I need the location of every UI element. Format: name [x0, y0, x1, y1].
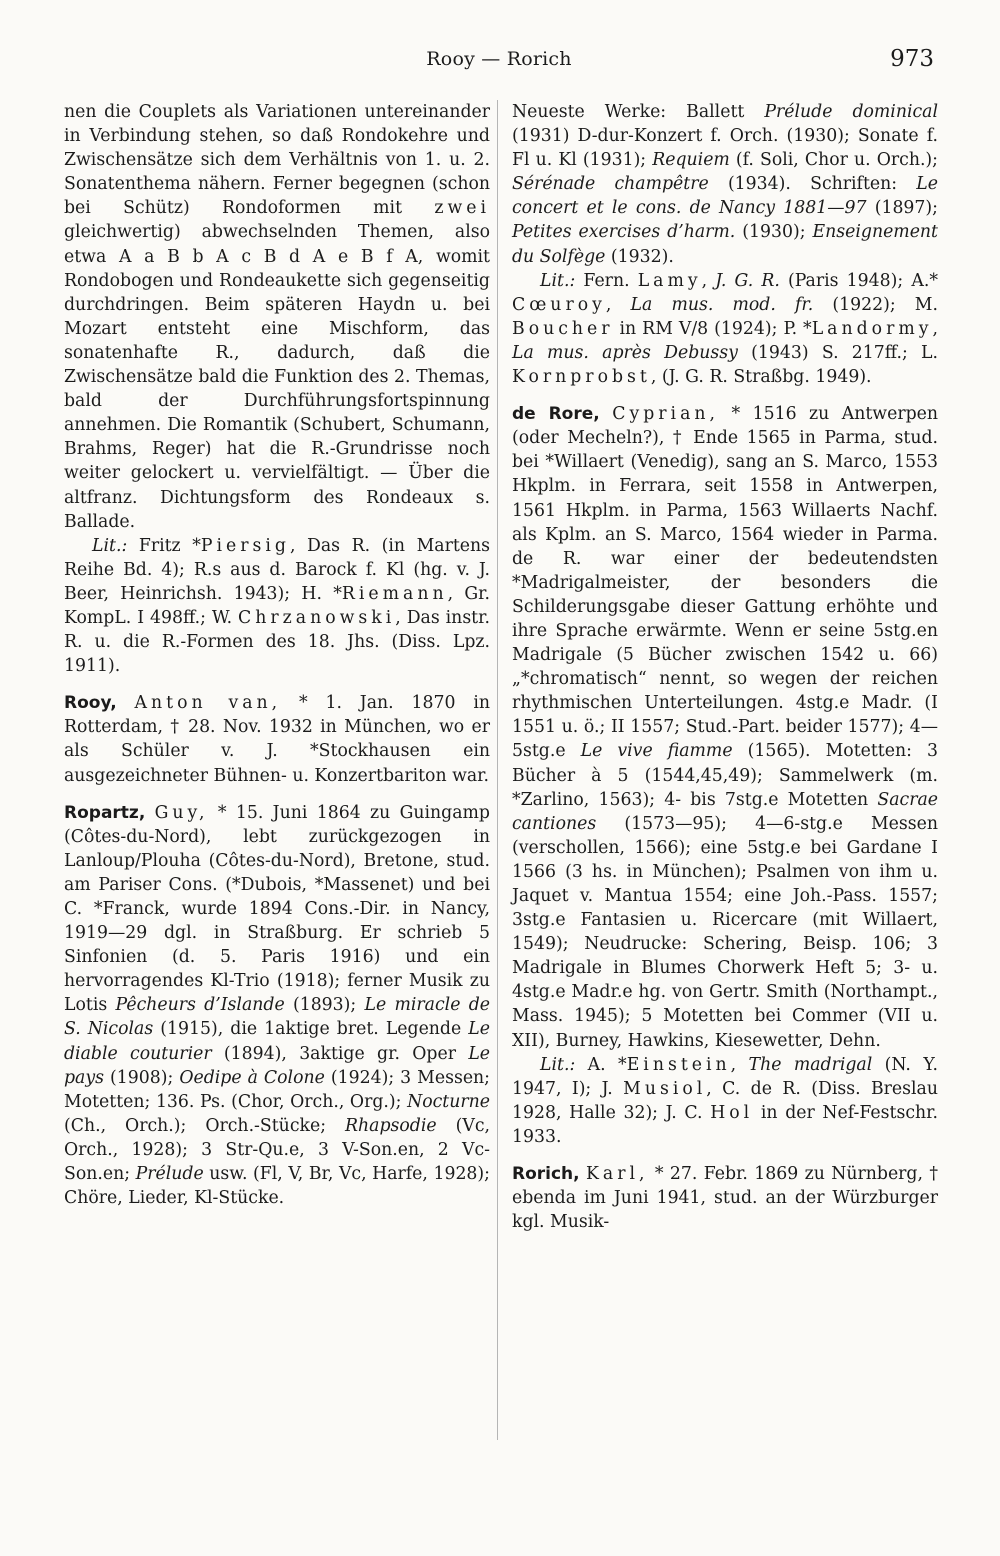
right-column [512, 100, 938, 1247]
entry-rooy: Rooy, Anton van, * 1. Jan. 1870 in Rotterdam, † 28. Nov. 1932 in München, wo er als Schüler v. J. *Stockhausen ein ausgezeichneter Bühnen- u. Konzertbariton war. [64, 693, 490, 786]
entry-rondo-continuation: nen die Couplets als Variationen untereinander in Verbindung stehen, so daß Rondokehre und Zwischensätze sich dem Verhältnis von 1. u. 2. Sonatenthema nähern. Ferner begegnen (schon bei Schütz) Rondoformen mit zwei gleichwertig) abwechselnden Themen, also etwa A a B b A c B d A e B f A, womit Rondobogen und Rondeaukette sich gegenseitig durchdringen. Beim späteren Haydn u. bei Mozart entsteht eine Mischform, das sonatenhafte R., dadurch, daß die Zwischensätze bald die Funktion des 2. Themas, bald der Durchführungsfortspinnung annehmen. Die Romantik (Schubert, Schumann, Brahms, Reger) hat die R.-Grundrisse noch weiter gelockert u. vervielfältigt. — Über die altfranz. Dichtungsform des Rondeaux s. Ballade. Lit.: Fritz *Piersig, Das R. (in Martens Reihe Bd. 4); R.s aus d. Barock f. Kl (hg. v. J. Beer, Heinrichsh. 1943); H. *Riemann, Gr. KompL. I 498ff.; W. Chrzanowski, Das instr. R. u. die R.-Formen des 18. Jhs. (Diss. Lpz. 1911). [64, 102, 491, 677]
entry-de-rore: de Rore, Cyprian, * 1516 zu Antwerpen (oder Mecheln?), † Ende 1565 in Parma, stud. bei *Willaert (Venedig), sang an S. Marco, 1553 Hkplm. in Ferrara, seit 1558 in Antwerpen, 1561 Hkplm. in Parma, 1563 Willaerts Nachf. als Kplm. an S. Marco, 1564 wieder in Parma. de R. war einer der bedeutendsten *Madrigalmeister, der besonders die Schilderungsgabe dieser Gattung erhöhte und ihre Sprache erwärmte. Wenn er seine 5stg.en Madrigale (5 Bücher zwischen 1542 u. 66) „*chromatisch“ nennt, so wegen der reichen rhythmischen Unterteilungen. 4stg.e Madr. (I 1551 u. ö.; II 1557; Stud.-Part. beider 1577); 4—5stg.e Le vive fiamme (1565). Motetten: 3 Bücher à 5 (1544,45,49); Sammelwerk (m. *Zarlino, 1563); 4- bis 7stg.e Motetten Sacrae cantiones (1573—95); 4—6-stg.e Messen (verschollen, 1566); eine 5stg.e bei Gardane I 1566 (3 hs. in München); Psalmen von ihm u. Jaquet v. Mantua 1554; eine Joh.-Pass. 1557; 3stg.e Fantasien u. Ricercare (mit Willaert, 1549); Neudrucke: Schering, Beisp. 106; 3 Madrigale in Blumes Chorwerk Heft 5; 3- u. 4stg.e Madr.e hg. von Gertr. Smith (Northampt., Mass. 1945); 5 Motetten bei Commer (VII u. XII), Burney, Hawkins, Kiesewetter, Dehn. Lit.: A. *Einstein, The madrigal (N. Y. 1947, I); J. Musiol, C. de R. (Diss. Breslau 1928, Halle 32); J. C. Hol in der Nef-Festschr. 1933. [512, 404, 939, 1147]
column-divider [497, 100, 498, 1440]
page-number: 973 [890, 46, 934, 72]
entry-rorich: Rorich, Karl, * 27. Febr. 1869 zu Nürnberg, † ebenda im Juni 1941, stud. an der Würzburger kgl. Musik- [512, 1164, 938, 1233]
headword-de-rore: de Rore, [512, 404, 600, 425]
entry-ropartz-continuation: Neueste Werke: Ballett Prélude dominical (1931) D-dur-Konzert f. Orch. (1930); Sonate f. Fl u. Kl (1931); Requiem (f. Soli, Chor u. Orch.); Sérénade champêtre (1934). Schriften: Le concert et le cons. de Nancy 1881—97 (1897); Petites exercises d’harm. (1930); Enseignement du Solfège (1932). Lit.: Fern. Lamy, J. G. R. (Paris 1948); A.* Cœuroy, La mus. mod. fr. (1922); M. Boucher in RM V/8 (1924); P. *Landormy, La mus. après Debussy (1943) S. 217ff.; L. Kornprobst, (J. G. R. Straßbg. 1949). [512, 102, 939, 388]
headword-ropartz: Ropartz, [64, 802, 146, 823]
page-header [64, 48, 934, 78]
running-title: Rooy — Rorich [426, 48, 572, 70]
headword-rorich: Rorich, [512, 1164, 580, 1185]
headword-rooy: Rooy, [64, 693, 117, 714]
entry-ropartz: Ropartz, Guy, * 15. Juni 1864 zu Guingamp (Côtes-du-Nord), lebt zurückgezogen in Lanloup/Plouha (Côtes-du-Nord), Bretone, stud. am Pariser Cons. (*Dubois, *Massenet) und bei C. *Franck, wurde 1894 Cons.-Dir. in Nancy, 1919—29 dgl. in Straßburg. Er schrieb 5 Sinfonien (d. 5. Paris 1916) und ein hervorragendes Kl-Trio (1918); ferner Musik zu Lotis Pêcheurs d’Islande (1893); Le miracle de S. Nicolas (1915), die 1aktige bret. Legende Le diable couturier (1894), 3aktige gr. Oper Le pays (1908); Oedipe à Colone (1924); 3 Messen; Motetten; 136. Ps. (Chor, Orch., Org.); Nocturne (Ch., Orch.); Orch.-Stücke; Rhapsodie (Vc, Orch., 1928); 3 Str-Qu.e, 3 V-Son.en, 2 Vc-Son.en; Prélude usw. (Fl, V, Br, Vc, Harfe, 1928); Chöre, Lieder, Kl-Stücke. [64, 802, 491, 1209]
left-column [64, 100, 490, 1223]
